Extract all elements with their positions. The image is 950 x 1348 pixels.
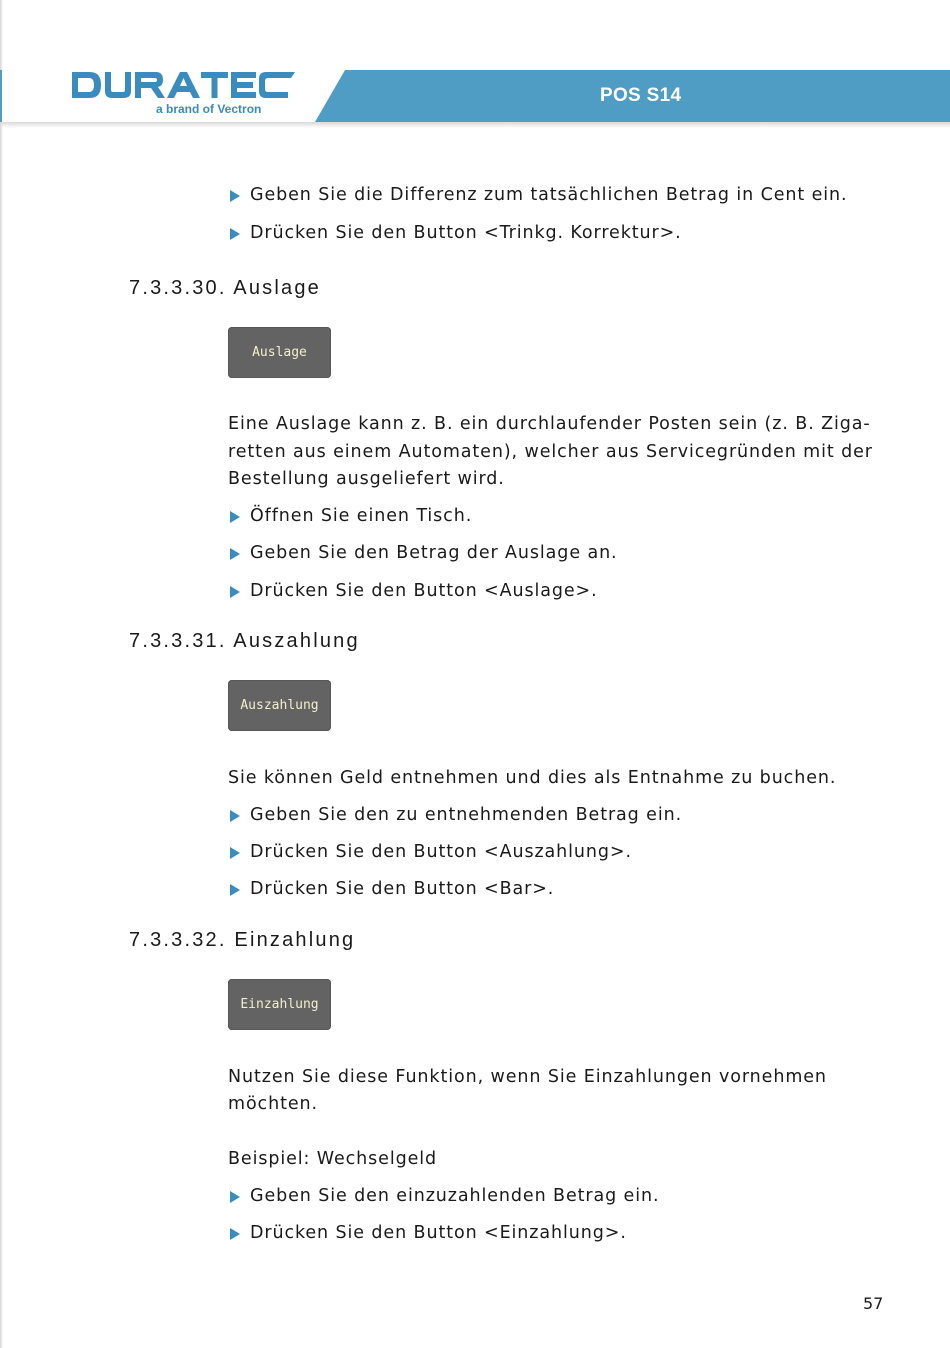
example-line: Beispiel: Wechselgeld: [228, 1149, 438, 1169]
paragraph-line: Bestellung ausgeliefert wird.: [228, 469, 505, 489]
paragraph-line: Nutzen Sie diese Funktion, wenn Sie Einzahlungen vornehmen: [228, 1067, 827, 1087]
paragraph-line: möchten.: [228, 1094, 318, 1114]
triangle-bullet-icon: [230, 511, 240, 523]
triangle-bullet-icon: [230, 190, 240, 202]
section-heading-auszahlung: 7.3.3.31. Auszahlung: [129, 630, 360, 652]
triangle-bullet-icon: [230, 847, 240, 859]
triangle-bullet-icon: [230, 586, 240, 598]
header-shadow: [0, 122, 950, 128]
section-heading-auslage: 7.3.3.30. Auslage: [129, 277, 321, 299]
auszahlung-button[interactable]: Auszahlung: [228, 680, 331, 731]
header-left-marker: [0, 70, 2, 122]
triangle-bullet-icon: [230, 1191, 240, 1203]
triangle-bullet-icon: [230, 548, 240, 560]
page-number: 57: [863, 1294, 884, 1313]
triangle-bullet-icon: [230, 884, 240, 896]
auslage-button[interactable]: Auslage: [228, 327, 331, 378]
section-heading-einzahlung: 7.3.3.32. Einzahlung: [129, 929, 356, 951]
paragraph-line: retten aus einem Automaten), welcher aus Servicegründen mit der: [228, 442, 873, 462]
paragraph-line: Sie können Geld entnehmen und dies als Entnahme zu buchen.: [228, 768, 837, 788]
triangle-bullet-icon: [230, 1228, 240, 1240]
duratec-logo: [70, 70, 298, 100]
triangle-bullet-icon: [230, 228, 240, 240]
triangle-bullet-icon: [230, 810, 240, 822]
brand-subtitle: a brand of Vectron: [156, 102, 262, 116]
page-edge-shadow: [0, 0, 3, 1348]
einzahlung-button[interactable]: Einzahlung: [228, 979, 331, 1030]
paragraph-line: Eine Auslage kann z. B. ein durchlaufender Posten sein (z. B. Ziga-: [228, 414, 871, 434]
product-title: POS S14: [600, 85, 682, 106]
